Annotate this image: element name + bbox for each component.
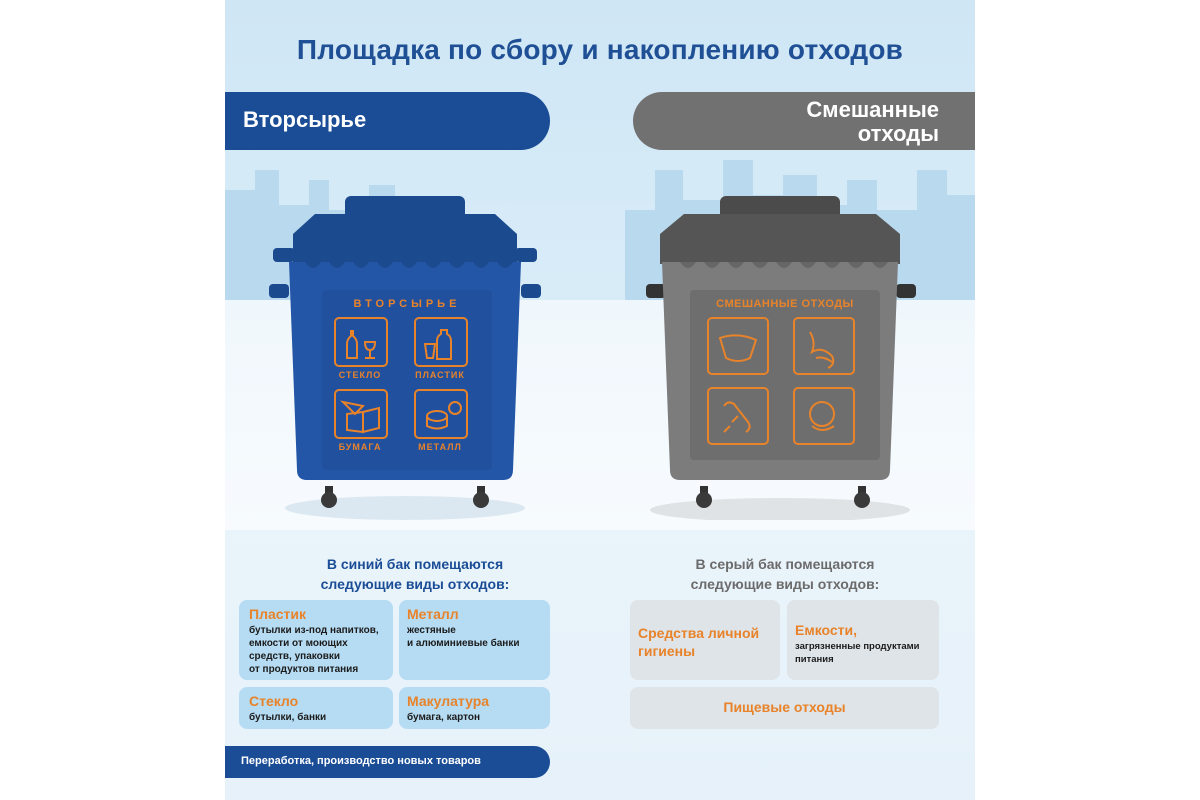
recyclables-ribbon-label: Вторсырье [243, 107, 367, 132]
blue-bin-caption [265, 554, 565, 594]
card-metal-line1: жестяные [407, 625, 456, 636]
plastic-label: ПЛАСТИК [415, 370, 465, 380]
grey-caption-line1: В серый бак помещаются [695, 556, 875, 572]
card-hygiene-line1: Средства личной [638, 625, 760, 641]
paper-label: БУМАГА [338, 442, 382, 452]
blue-caption-line1: В синий бак помещаются [326, 556, 504, 572]
blue-bin-icon [265, 190, 555, 520]
card-glass-text: бутылки, банки [249, 712, 327, 723]
blue-bin-label: ВТОРСЫРЬЕ [353, 298, 461, 310]
card-hygiene-line2: гигиены [638, 643, 696, 659]
glass-label: СТЕКЛО [338, 370, 382, 380]
card-paper-text: бумага, картон [407, 712, 481, 723]
metal-label: МЕТАЛЛ [418, 442, 462, 452]
poster [225, 0, 975, 800]
card-food-waste-title: Пищевые отходы [723, 699, 846, 715]
card-plastic-line3: средств, упаковки [249, 651, 341, 662]
card-metal-title: Металл [407, 606, 459, 622]
grey-bin-label: СМЕШАННЫЕ ОТХОДЫ [716, 298, 854, 310]
card-plastic [239, 600, 393, 680]
blue-caption-line2: следующие виды отходов: [320, 576, 510, 592]
card-hygiene-title [638, 624, 759, 660]
card-food-waste [630, 687, 939, 729]
card-containers-line2: питания [795, 654, 834, 665]
card-containers-text [795, 640, 920, 666]
card-plastic-line4: от продуктов питания [249, 664, 359, 675]
card-containers [787, 600, 939, 680]
recycling-footer-bar [225, 746, 550, 778]
card-containers-line1: загрязненные продуктами [795, 641, 920, 652]
mixed-ribbon-line1: Смешанные [806, 97, 939, 122]
recyclables-ribbon [225, 92, 550, 150]
card-plastic-text [249, 624, 379, 676]
recycling-footer-text: Переработка, производство новых товаров [241, 755, 481, 767]
card-metal-text [407, 624, 520, 650]
page-title: Площадка по сбору и накоплению отходов [296, 34, 904, 65]
card-paper-title: Макулатура [407, 693, 490, 709]
card-plastic-line2: емкости от моющих [249, 638, 348, 649]
card-plastic-line1: бутылки из-под напитков, [249, 625, 379, 636]
card-containers-title: Емкости, [795, 622, 858, 638]
mixed-ribbon-line2: отходы [857, 121, 939, 146]
grey-bin-icon [640, 190, 930, 520]
grey-caption-line2: следующие виды отходов: [690, 576, 880, 592]
card-hygiene [630, 600, 780, 680]
card-paper [399, 687, 550, 729]
mixed-waste-ribbon-label [739, 98, 939, 146]
card-glass [239, 687, 393, 729]
card-metal-line2: и алюминиевые банки [407, 638, 520, 649]
card-glass-title: Стекло [249, 693, 299, 709]
mixed-waste-ribbon [633, 92, 975, 150]
card-metal [399, 600, 550, 680]
grey-bin-caption [630, 554, 940, 594]
card-plastic-title: Пластик [249, 606, 306, 622]
